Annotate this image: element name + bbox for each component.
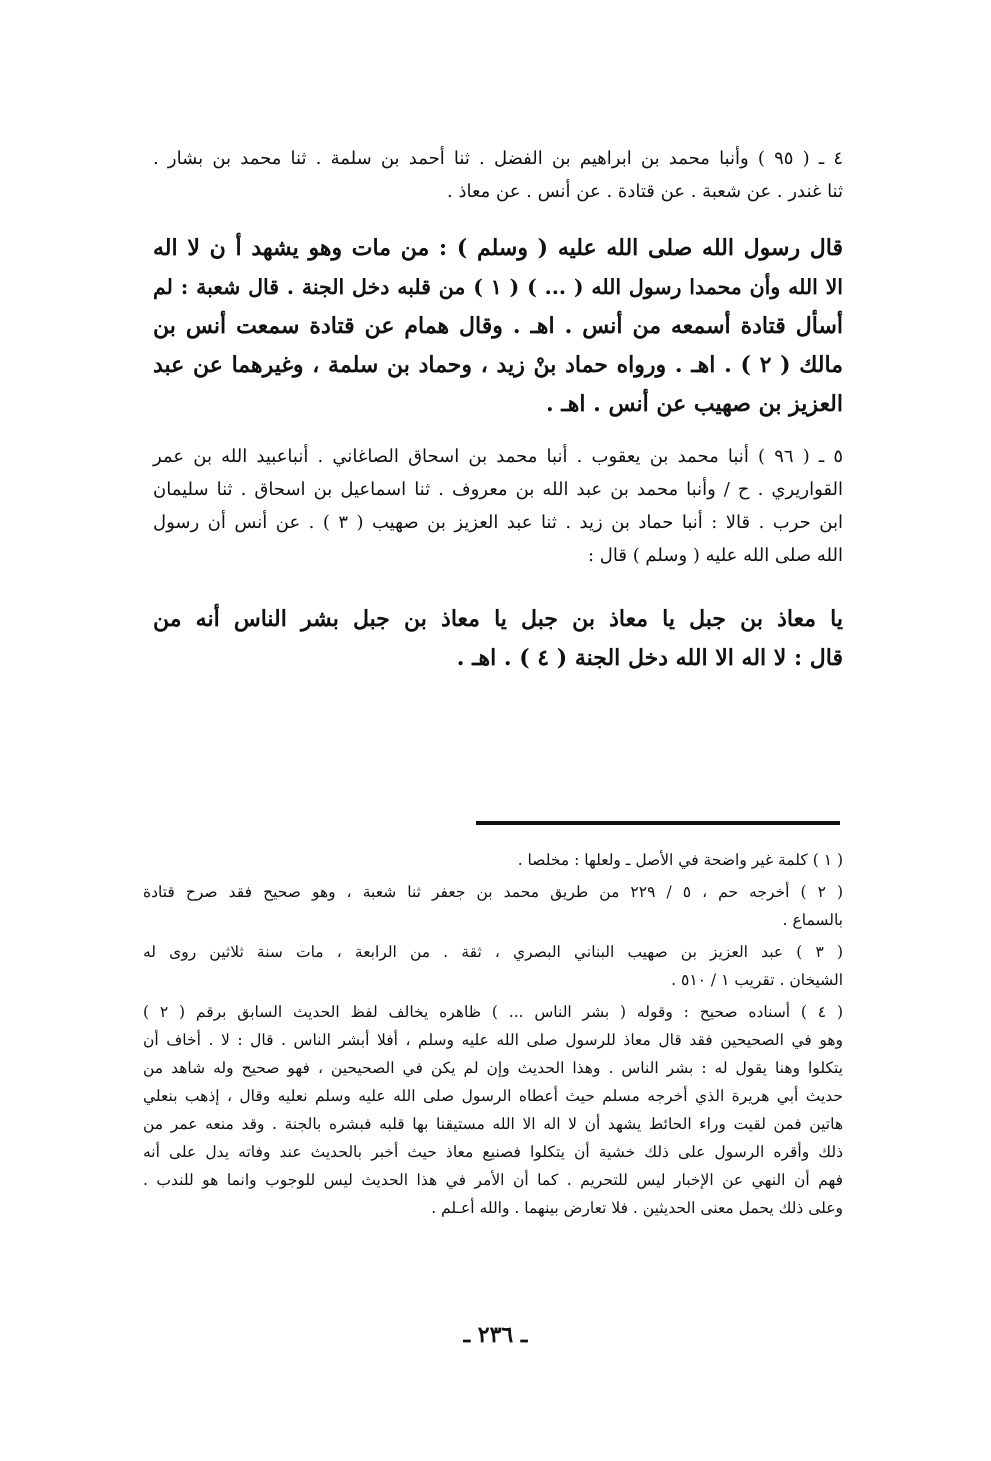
- footnotes: [143, 846, 843, 1226]
- isnad-line: ٥ ـ ( ٩٦ ) أنبا محمد بن يعقوب . أنبا محمد بن اسحاق الصاغاني . أنباعبيد الله بن عمر: [153, 446, 843, 467]
- isnad-line: القواريري . ح / وأنبا محمد بن عبد الله بن معروف . ثنا اسماعيل بن اسحاق . ثنا سليمان: [153, 479, 843, 500]
- footnote-line: ذلك وأقره الرسول على ذلك خشية أن يتكلوا فصنيع معاذ حيث أخبر بالحديث عند وفاته يدل على أنه: [143, 1143, 843, 1161]
- footnote-line: بالسماع .: [782, 911, 843, 929]
- matn-line: أسأل قتادة أسمعه من أنس . اهـ . وقال همام عن قتادة سمعت أنس بن: [153, 313, 843, 339]
- isnad-line: الله صلى الله عليه ( وسلم ) قال :: [588, 545, 843, 566]
- matn-line: قال : لا اله الا الله دخل الجنة ( ٤ ) . اهـ .: [456, 645, 843, 671]
- matn-line: مالك ( ٢ ) . اهـ . ورواه حماد بنْ زيد ، وحماد بن سلمة ، وغيرهما عن عبد: [153, 352, 843, 378]
- hadith-96-isnad: [153, 440, 843, 572]
- hadith-96-matn: [153, 600, 843, 678]
- footnote-line: الشيخان . تقريب ١ / ٥١٠ .: [671, 971, 843, 989]
- footnote-line: ( ٤ ) أسناده صحيح : وقوله ( بشر الناس ... ) ظاهره يخالف لفظ الحديث السابق برقم ( ٢ ): [143, 1003, 843, 1021]
- footnote-2: [143, 878, 843, 934]
- matn-line: الا الله وأن محمدا رسول الله ( ... ) ( ١ ) من قلبه دخل الجنة . قال شعبة : لم: [153, 275, 844, 299]
- hadith-95-isnad: [153, 142, 843, 208]
- footnote-line: يتكلوا وهنا يقول له : بشر الناس . وهذا الحديث وإن لم يكن في الصحيحين ، فهو صحيح وله شاهد من: [143, 1059, 843, 1077]
- isnad-line: ثنا غندر . عن شعبة . عن قتادة . عن أنس . عن معاذ .: [447, 181, 843, 202]
- footnote-line: ( ١ ) كلمة غير واضحة في الأصل ـ ولعلها : مخلصا .: [517, 851, 843, 869]
- footnote-line: ( ٣ ) عبد العزيز بن صهيب البناني البصري ، ثقة . من الرابعة ، مات سنة ثلاثين روى له: [143, 943, 843, 961]
- footnote-line: وهو في الصحيحين فقد قال معاذ للرسول صلى الله عليه وسلم ، أفلا أبشر الناس . قال : لا . أخاف أن: [143, 1031, 843, 1049]
- isnad-line: ابن حرب . قالا : أنبا حماد بن زيد . ثنا عبد العزيز بن صهيب ( ٣ ) . عن أنس أن رسول: [153, 512, 843, 533]
- footnote-line: فهم أن النهي عن الإخبار ليس للتحريم . كما أن الأمر في هذا الحديث ليس للوجوب وانما هو للندب .: [143, 1171, 843, 1189]
- matn-line: العزيز بن صهيب عن أنس . اهـ .: [545, 391, 843, 417]
- footnote-4: [143, 998, 843, 1222]
- footnote-3: [143, 938, 843, 994]
- footnote-line: وعلى ذلك يحمل معنى الحديثين . فلا تعارض بينهما . والله أعـلم .: [431, 1199, 843, 1217]
- footnote-line: حديث أبي هريرة الذي أخرجه مسلم حيث أعطاه الرسول صلى الله عليه وسلم نعليه وقال ، إذهب بنعلي: [143, 1087, 844, 1105]
- matn-line: قال رسول الله صلى الله عليه ( وسلم ) : من مات وهو يشهد أ ن لا اله: [153, 235, 843, 261]
- footnote-line: ( ٢ ) أخرجه حم ، ٥ / ٢٢٩ من طريق محمد بن جعفر ثنا شعبة ، وهو صحيح فقد صرح قتادة: [143, 883, 843, 901]
- footnote-separator: [476, 821, 840, 825]
- footnote-line: هاتين فمن لقيت وراء الحائط يشهد أن لا اله الا الله مستيقنا بها قلبه فبشره بالجنة . وقد منعه عمر من: [143, 1115, 843, 1133]
- hadith-95-matn: [153, 229, 843, 424]
- page-number: ـ ٢٣٦ ـ: [463, 1322, 528, 1348]
- matn-line: يا معاذ بن جبل يا معاذ بن جبل يا معاذ بن جبل بشر الناس أنه من: [153, 606, 843, 632]
- isnad-line: ٤ ـ ( ٩٥ ) وأنبا محمد بن ابراهيم بن الفضل . ثنا أحمد بن سلمة . ثنا محمد بن بشار .: [153, 148, 843, 169]
- footnote-1: [143, 846, 843, 874]
